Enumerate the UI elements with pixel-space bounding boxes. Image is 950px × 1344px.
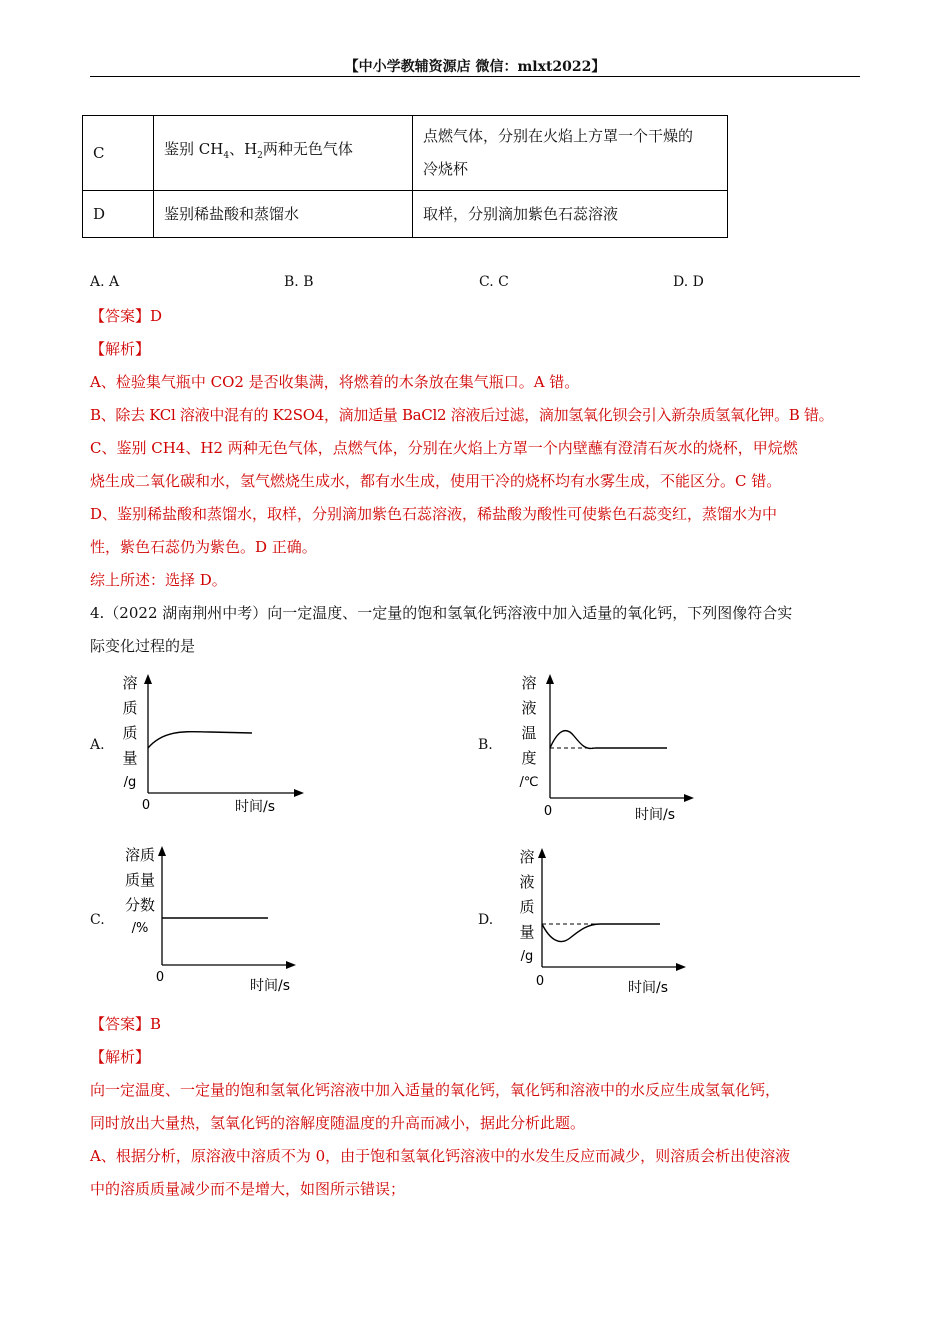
y-label-char: 量	[519, 923, 535, 941]
option-b: B. B	[284, 274, 314, 290]
y-label-char: 溶	[521, 674, 537, 692]
q4-analysis-title: 【解析】	[90, 1048, 151, 1066]
x-axis-label: 时间/s	[234, 799, 276, 815]
row-task: 鉴别稀盐酸和蒸馏水	[154, 191, 413, 238]
curve	[148, 732, 252, 748]
y-label-line: /%	[131, 921, 149, 936]
y-label-char: 溶	[519, 848, 535, 866]
x-axis-label: 时间/s	[634, 807, 676, 823]
analysis-line: 向一定温度、一定量的饱和氢氧化钙溶液中加入适量的氧化钙，氧化钙和溶液中的水反应生成氢氧化钙，	[90, 1081, 781, 1099]
header-rule	[90, 76, 860, 77]
y-label-char: 液	[521, 699, 537, 717]
curve	[550, 731, 667, 749]
x-axis-label: 时间/s	[249, 978, 291, 994]
analysis-line: C、鉴别 CH4、H2 两种无色气体，点燃气体，分别在火焰上方罩一个内壁蘸有澄清石灰水的烧杯，甲烷燃	[90, 439, 798, 457]
graph-a	[110, 668, 310, 828]
x-axis-arrow	[676, 963, 686, 971]
graph-c-label: C.	[90, 912, 105, 928]
graph-a-label: A.	[90, 737, 105, 753]
option-d: D. D	[673, 274, 704, 290]
y-label-char: 质	[122, 724, 138, 742]
y-label-char: 温	[521, 724, 537, 742]
graph-b	[510, 668, 710, 833]
y-label-char: 质	[122, 699, 138, 717]
y-axis-arrow	[538, 848, 546, 858]
curve	[542, 924, 660, 942]
analysis-line: A、检验集气瓶中 CO2 是否收集满，将燃着的木条放在集气瓶口。A 错。	[90, 373, 580, 391]
x-axis-arrow	[684, 794, 694, 802]
y-label-line: 分数	[124, 896, 156, 914]
y-label-char: /℃	[519, 775, 539, 790]
graph-d	[508, 842, 708, 1002]
origin-label: 0	[155, 970, 165, 985]
graph-d-label: D.	[478, 912, 494, 928]
y-label-line: 溶质	[124, 846, 156, 864]
origin-label: 0	[543, 804, 553, 819]
y-label-char: 度	[521, 749, 537, 767]
row-method: 点燃气体，分别在火焰上方罩一个干燥的 冷烧杯	[413, 116, 728, 191]
y-axis-arrow	[158, 846, 166, 856]
q4-answer: 【答案】B	[90, 1015, 162, 1033]
analysis-line: 中的溶质质量减少而不是增大，如图所示错误；	[90, 1180, 406, 1198]
q3-answer: 【答案】D	[90, 307, 163, 325]
y-label-char: 液	[519, 873, 535, 891]
analysis-line: B、除去 KCl 溶液中混有的 K2SO4，滴加适量 BaCl2 溶液后过滤，滴加氢氧化钡会引入新杂质氢氧化钾。B 错。	[90, 406, 834, 424]
row-task: 鉴别 $CH_4$、$H_2$两种无色气体	[154, 116, 413, 191]
graph-c	[112, 840, 312, 1000]
row-label: C	[83, 116, 154, 191]
y-label-char: 质	[519, 898, 535, 916]
question-table	[82, 115, 728, 238]
y-label-char: 溶	[122, 674, 138, 692]
graph-b-label: B.	[478, 737, 493, 753]
origin-label: 0	[535, 974, 545, 989]
table-row	[83, 191, 728, 238]
origin-label: 0	[141, 798, 151, 813]
x-axis-arrow	[294, 789, 304, 797]
analysis-line: 性，紫色石蕊仍为紫色。D 正确。	[90, 538, 317, 556]
analysis-line: 同时放出大量热，氢氧化钙的溶解度随温度的升高而减小，据此分析此题。	[90, 1114, 586, 1132]
y-label-char: /g	[123, 775, 137, 790]
analysis-line: D、鉴别稀盐酸和蒸馏水，取样，分别滴加紫色石蕊溶液，稀盐酸为酸性可使紫色石蕊变红，蒸馏水为中	[90, 505, 778, 523]
option-a: A. A	[90, 274, 120, 290]
y-axis-arrow	[144, 674, 152, 684]
y-axis-arrow	[546, 674, 554, 684]
row-method: 取样，分别滴加紫色石蕊溶液	[413, 191, 728, 238]
question-4	[90, 597, 860, 663]
y-label-char: /g	[520, 949, 534, 964]
row-label: D	[83, 191, 154, 238]
q3-answer-section	[90, 300, 860, 597]
q4-answer-section	[90, 1008, 860, 1206]
analysis-line: 综上所述：选择 D。	[90, 571, 227, 589]
x-axis-label: 时间/s	[627, 980, 669, 996]
y-label-line: 质量	[124, 871, 156, 889]
analysis-line: A、根据分析，原溶液中溶质不为 0，由于饱和氢氧化钙溶液中的水发生反应而减少，则溶质会析出使溶液	[90, 1147, 791, 1165]
x-axis-arrow	[286, 961, 296, 969]
q4-stem-line: 4.（2022 湖南荆州中考）向一定温度、一定量的饱和氢氧化钙溶液中加入适量的氧化钙，下列图像符合实	[90, 604, 793, 622]
analysis-line: 烧生成二氧化碳和水，氢气燃烧生成水，都有水生成，使用干冷的烧杯均有水雾生成，不能区分。C 错。	[90, 472, 782, 490]
page-header: 【中小学教辅资源店 微信：mlxt2022】	[344, 59, 606, 75]
q3-analysis-title: 【解析】	[90, 340, 151, 358]
table-row	[83, 116, 728, 191]
q4-stem-line: 际变化过程的是	[90, 637, 196, 655]
option-c: C. C	[479, 274, 509, 290]
y-label-char: 量	[122, 749, 138, 767]
